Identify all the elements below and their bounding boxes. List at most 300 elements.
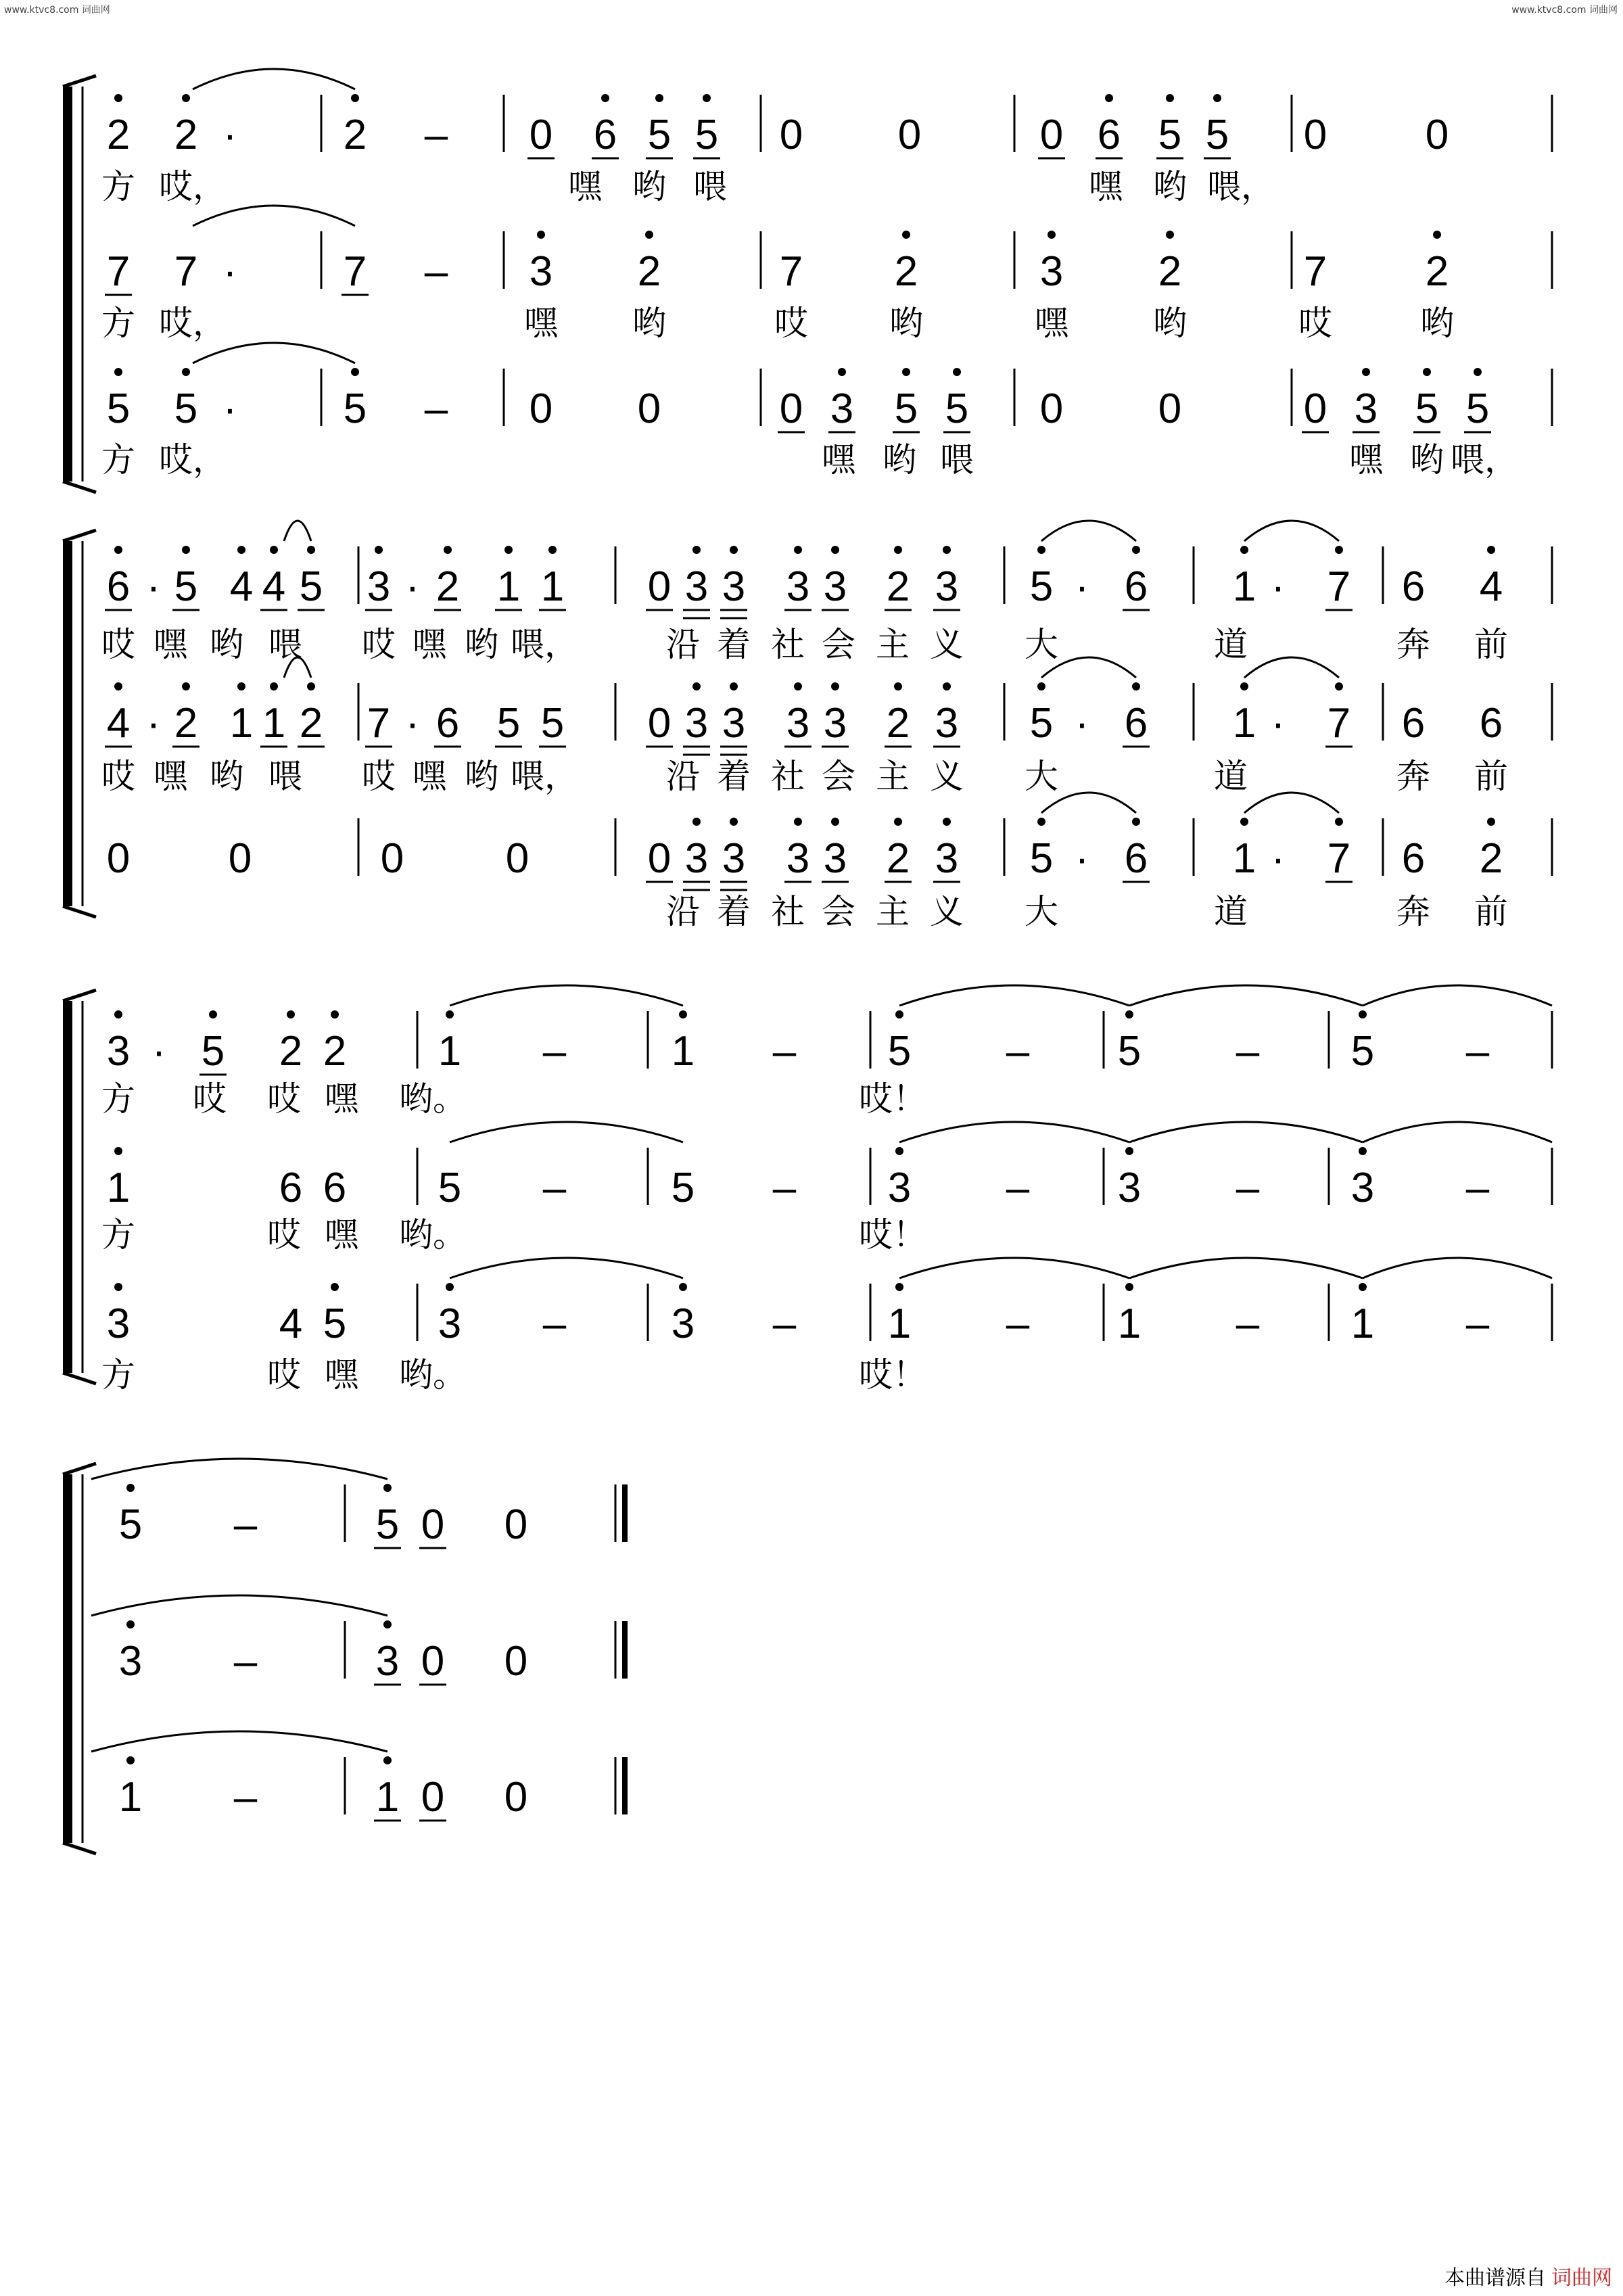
note-digit: 2 bbox=[106, 112, 131, 158]
lyric-syllable: 方 bbox=[101, 1215, 135, 1255]
tie-arc bbox=[1129, 1122, 1363, 1142]
lyric-syllable: 哎！ bbox=[859, 1079, 926, 1119]
note-digit: 5 bbox=[945, 385, 969, 432]
note-digit: 5 bbox=[343, 385, 367, 432]
octave-dot bbox=[270, 546, 278, 554]
note-digit: 5 bbox=[887, 1028, 912, 1075]
lyric-syllable: 义 bbox=[930, 757, 964, 796]
note-digit: 5 bbox=[671, 1165, 695, 1211]
note-digit: 3 bbox=[438, 1301, 462, 1347]
octave-dot bbox=[1132, 546, 1140, 554]
octave-dot bbox=[446, 1010, 454, 1018]
octave-dot bbox=[1037, 682, 1045, 690]
note-digit: 5 bbox=[1158, 112, 1182, 158]
note-digit: 5 bbox=[1350, 1028, 1375, 1075]
octave-dot bbox=[895, 1147, 903, 1155]
tie-arc bbox=[91, 1731, 387, 1752]
lyric-syllable: 嘿 bbox=[822, 440, 855, 479]
note-digit: 0 bbox=[228, 835, 252, 882]
lyric-syllable: 哟 bbox=[465, 757, 498, 796]
dot-mark: · bbox=[1075, 835, 1089, 882]
lyric-syllable: 会 bbox=[822, 757, 855, 796]
octave-dot bbox=[692, 682, 701, 690]
octave-dot bbox=[1335, 818, 1343, 826]
dot-mark: · bbox=[222, 248, 237, 295]
tie-arc bbox=[1129, 1258, 1363, 1278]
note-digit: 3 bbox=[106, 1028, 131, 1075]
note-digit: 3 bbox=[935, 700, 959, 747]
lyric-syllable: 奔 bbox=[1396, 757, 1430, 796]
lyric-syllable: 社 bbox=[771, 892, 805, 931]
lyric-syllable: 喂， bbox=[511, 757, 578, 796]
note-digit: 3 bbox=[1117, 1165, 1142, 1211]
octave-dot bbox=[692, 818, 701, 826]
lyric-syllable: 嘿 bbox=[1089, 167, 1123, 206]
octave-dot bbox=[444, 546, 452, 554]
lyric-syllable: 哎， bbox=[159, 440, 227, 479]
footer-brand-logo: 词曲网 bbox=[1551, 2266, 1612, 2290]
note-digit: 2 bbox=[436, 563, 460, 610]
lyric-syllable: 方 bbox=[101, 1079, 135, 1119]
note-digit: 3 bbox=[684, 700, 709, 747]
octave-dot bbox=[730, 546, 738, 554]
octave-dot bbox=[375, 546, 383, 554]
octave-dot bbox=[114, 368, 122, 376]
note-digit: 2 bbox=[174, 700, 198, 747]
tie-arc bbox=[193, 206, 355, 226]
lyric-syllable: 奔 bbox=[1396, 625, 1430, 664]
octave-dot bbox=[182, 368, 190, 376]
note-digit: 3 bbox=[1354, 385, 1378, 432]
note-digit: 6 bbox=[1401, 700, 1426, 747]
lyric-syllable: 哎 bbox=[267, 1355, 301, 1395]
note-digit: 0 bbox=[529, 112, 553, 158]
octave-dot bbox=[331, 1010, 339, 1018]
lyric-syllable: 大 bbox=[1025, 757, 1058, 796]
octave-dot bbox=[537, 231, 545, 239]
note-digit: 5 bbox=[201, 1028, 225, 1075]
note-digit: 5 bbox=[174, 385, 198, 432]
lyric-syllable: 嘿 bbox=[413, 757, 446, 796]
note-digit: 7 bbox=[106, 248, 131, 295]
tie-arc bbox=[193, 343, 355, 363]
lyric-syllable: 义 bbox=[930, 625, 964, 664]
octave-dot bbox=[1166, 94, 1174, 102]
octave-dot bbox=[1335, 682, 1343, 690]
note-digit: 2 bbox=[894, 248, 918, 295]
lyric-syllable: 大 bbox=[1025, 625, 1058, 664]
lyric-syllable: 嘿 bbox=[154, 757, 187, 796]
dash-mark: – bbox=[542, 1301, 567, 1347]
lyric-syllable: 哎 bbox=[362, 625, 396, 664]
lyric-syllable: 哎 bbox=[1298, 304, 1332, 343]
score-system bbox=[101, 985, 1552, 1395]
octave-dot bbox=[895, 1010, 903, 1018]
octave-dot bbox=[114, 1147, 122, 1155]
octave-dot bbox=[1359, 1010, 1367, 1018]
header-right-watermark: www.ktvc8.com 词曲网 bbox=[1511, 5, 1618, 16]
voice-part bbox=[119, 1756, 625, 1821]
note-digit: 3 bbox=[106, 1301, 131, 1347]
dash-mark: – bbox=[1236, 1028, 1260, 1075]
note-digit: 3 bbox=[823, 835, 847, 882]
tie-arc bbox=[899, 1122, 1129, 1142]
tie-arc bbox=[1041, 521, 1136, 541]
note-digit: 6 bbox=[106, 563, 131, 610]
note-digit: 6 bbox=[1097, 112, 1121, 158]
lyric-syllable: 义 bbox=[930, 892, 964, 931]
lyric-syllable: 嘿 bbox=[524, 304, 558, 343]
lyric-syllable: 方 bbox=[101, 167, 135, 206]
note-digit: 6 bbox=[1401, 835, 1426, 882]
voice-part bbox=[101, 94, 1552, 206]
note-digit: 3 bbox=[118, 1638, 143, 1685]
tie-arc bbox=[899, 985, 1129, 1006]
octave-dot bbox=[182, 682, 190, 690]
tie-arc bbox=[450, 1122, 683, 1142]
note-digit: 6 bbox=[1124, 835, 1148, 882]
lyric-syllable: 着 bbox=[717, 757, 751, 796]
note-digit: 7 bbox=[1303, 248, 1327, 295]
lyric-syllable: 道 bbox=[1214, 757, 1248, 796]
octave-dot bbox=[794, 546, 802, 554]
note-digit: 1 bbox=[229, 700, 254, 747]
note-digit: 0 bbox=[1158, 385, 1182, 432]
note-digit: 0 bbox=[647, 700, 672, 747]
lyric-syllable: 哟 bbox=[1410, 440, 1444, 479]
dot-mark: · bbox=[146, 700, 161, 747]
note-digit: 2 bbox=[1479, 835, 1503, 882]
note-digit: 1 bbox=[887, 1301, 912, 1347]
note-digit: 5 bbox=[1415, 385, 1439, 432]
note-digit: 3 bbox=[1350, 1165, 1375, 1211]
voice-part bbox=[107, 818, 1552, 931]
octave-dot bbox=[270, 682, 278, 690]
lyric-syllable: 喂 bbox=[268, 625, 302, 664]
note-digit: 0 bbox=[505, 835, 530, 882]
dash-mark: – bbox=[1465, 1028, 1490, 1075]
dash-mark: – bbox=[233, 1774, 258, 1821]
note-digit: 1 bbox=[1232, 835, 1256, 882]
lyric-syllable: 方 bbox=[101, 440, 135, 479]
dash-mark: – bbox=[233, 1638, 258, 1685]
note-digit: 2 bbox=[886, 835, 910, 882]
lyric-syllable: 主 bbox=[876, 757, 910, 796]
note-digit: 1 bbox=[106, 1165, 131, 1211]
note-digit: 3 bbox=[887, 1165, 912, 1211]
octave-dot bbox=[182, 94, 190, 102]
lyric-syllable: 前 bbox=[1474, 892, 1508, 931]
lyric-syllable: 哎！ bbox=[859, 1215, 926, 1255]
octave-dot bbox=[307, 546, 315, 554]
dash-mark: – bbox=[233, 1501, 258, 1548]
octave-dot bbox=[1125, 1283, 1133, 1291]
note-digit: 5 bbox=[375, 1501, 400, 1548]
note-digit: 1 bbox=[262, 700, 286, 747]
note-digit: 4 bbox=[279, 1301, 303, 1347]
note-digit: 0 bbox=[637, 385, 661, 432]
tie-arc bbox=[91, 1459, 387, 1479]
dash-mark: – bbox=[772, 1028, 797, 1075]
lyric-syllable: 会 bbox=[822, 892, 855, 931]
tie-arc bbox=[1363, 1258, 1552, 1278]
lyric-syllable: 奔 bbox=[1396, 892, 1430, 931]
tie-arc bbox=[284, 521, 311, 541]
lyric-syllable: 道 bbox=[1214, 892, 1248, 931]
note-digit: 1 bbox=[438, 1028, 462, 1075]
lyric-syllable: 哎 bbox=[101, 625, 135, 664]
octave-dot bbox=[831, 818, 839, 826]
note-digit: 5 bbox=[118, 1501, 143, 1548]
note-digit: 0 bbox=[504, 1774, 528, 1821]
voice-part bbox=[101, 682, 1552, 796]
dot-mark: · bbox=[222, 112, 237, 158]
note-digit: 7 bbox=[1327, 563, 1351, 610]
note-digit: 5 bbox=[894, 385, 918, 432]
tie-arc bbox=[1244, 793, 1339, 813]
lyric-syllable: 前 bbox=[1474, 757, 1508, 796]
note-digit: 5 bbox=[106, 385, 131, 432]
note-digit: 1 bbox=[118, 1774, 143, 1821]
octave-dot bbox=[1433, 231, 1441, 239]
octave-dot bbox=[679, 1010, 687, 1018]
octave-dot bbox=[1359, 1283, 1367, 1291]
octave-dot bbox=[1048, 231, 1056, 239]
note-digit: 1 bbox=[671, 1028, 695, 1075]
octave-dot bbox=[692, 546, 701, 554]
octave-dot bbox=[351, 368, 359, 376]
lyric-syllable: 哟 bbox=[889, 304, 923, 343]
note-digit: 2 bbox=[886, 700, 910, 747]
note-digit: 0 bbox=[897, 112, 922, 158]
octave-dot bbox=[351, 94, 359, 102]
octave-dot bbox=[1474, 368, 1482, 376]
note-digit: 2 bbox=[299, 700, 323, 747]
tie-arc bbox=[193, 69, 355, 89]
note-digit: 6 bbox=[1401, 563, 1426, 610]
note-digit: 3 bbox=[830, 385, 854, 432]
voice-part bbox=[101, 1147, 1552, 1255]
note-digit: 2 bbox=[323, 1028, 347, 1075]
dot-mark: · bbox=[405, 563, 420, 610]
dot-mark: · bbox=[222, 385, 237, 432]
note-digit: 5 bbox=[174, 563, 198, 610]
lyric-syllable: 着 bbox=[717, 625, 751, 664]
note-digit: 3 bbox=[823, 700, 847, 747]
note-digit: 5 bbox=[1465, 385, 1490, 432]
lyric-syllable: 沿 bbox=[666, 625, 700, 664]
octave-dot bbox=[838, 368, 846, 376]
lyric-syllable: 喂 bbox=[693, 167, 727, 206]
octave-dot bbox=[1132, 682, 1140, 690]
tie-arc bbox=[1129, 985, 1363, 1006]
octave-dot bbox=[943, 546, 951, 554]
score-system bbox=[101, 521, 1552, 931]
lyric-syllable: 喂， bbox=[511, 625, 578, 664]
octave-dot bbox=[182, 546, 190, 554]
note-digit: 7 bbox=[174, 248, 198, 295]
octave-dot bbox=[237, 682, 245, 690]
note-digit: 3 bbox=[786, 700, 810, 747]
note-digit: 0 bbox=[1425, 112, 1449, 158]
voice-part bbox=[101, 368, 1552, 479]
note-digit: 1 bbox=[540, 563, 565, 610]
note-digit: 0 bbox=[504, 1638, 528, 1685]
octave-dot bbox=[894, 546, 902, 554]
note-digit: 3 bbox=[529, 248, 553, 295]
voice-part bbox=[101, 1010, 1552, 1119]
octave-dot bbox=[601, 94, 609, 102]
dot-mark: · bbox=[1271, 835, 1286, 882]
octave-dot bbox=[383, 1484, 392, 1492]
octave-dot bbox=[1037, 818, 1045, 826]
dash-mark: – bbox=[1006, 1301, 1030, 1347]
octave-dot bbox=[383, 1756, 392, 1764]
note-digit: 3 bbox=[823, 563, 847, 610]
lyric-syllable: 哟 bbox=[210, 625, 243, 664]
lyric-syllable: 嘿 bbox=[154, 625, 187, 664]
note-digit: 3 bbox=[722, 835, 746, 882]
note-digit: 6 bbox=[436, 700, 460, 747]
note-digit: 6 bbox=[1124, 700, 1148, 747]
dash-mark: – bbox=[424, 248, 448, 295]
octave-dot bbox=[1166, 231, 1174, 239]
note-digit: 5 bbox=[540, 700, 565, 747]
dash-mark: – bbox=[424, 112, 448, 158]
voice-part bbox=[101, 1283, 1552, 1395]
note-digit: 4 bbox=[1479, 563, 1503, 610]
note-digit: 2 bbox=[637, 248, 661, 295]
note-digit: 0 bbox=[1039, 112, 1064, 158]
note-digit: 5 bbox=[496, 700, 521, 747]
lyric-syllable: 喂， bbox=[1207, 167, 1275, 206]
octave-dot bbox=[831, 546, 839, 554]
score-system bbox=[91, 1459, 625, 1821]
lyric-syllable: 道 bbox=[1214, 625, 1248, 664]
lyric-syllable: 嘿 bbox=[325, 1355, 358, 1395]
note-digit: 4 bbox=[262, 563, 286, 610]
note-digit: 5 bbox=[299, 563, 323, 610]
note-digit: 0 bbox=[647, 563, 672, 610]
note-digit: 5 bbox=[323, 1301, 347, 1347]
dash-mark: – bbox=[542, 1028, 567, 1075]
score-system bbox=[101, 69, 1552, 479]
lyric-syllable: 哟 bbox=[210, 757, 243, 796]
lyric-syllable: 方 bbox=[101, 304, 135, 343]
voice-part bbox=[101, 546, 1552, 664]
octave-dot bbox=[504, 546, 513, 554]
octave-dot bbox=[237, 546, 245, 554]
octave-dot bbox=[1240, 682, 1248, 690]
octave-dot bbox=[1423, 368, 1431, 376]
lyric-syllable: 哟 bbox=[632, 167, 666, 206]
note-digit: 3 bbox=[684, 563, 709, 610]
octave-dot bbox=[114, 94, 122, 102]
octave-dot bbox=[895, 1283, 903, 1291]
octave-dot bbox=[1213, 94, 1221, 102]
octave-dot bbox=[894, 682, 902, 690]
lyric-syllable: 大 bbox=[1025, 892, 1058, 931]
lyric-syllable: 哟 bbox=[1153, 167, 1187, 206]
octave-dot bbox=[114, 1010, 122, 1018]
note-digit: 7 bbox=[343, 248, 367, 295]
dash-mark: – bbox=[424, 385, 448, 432]
note-digit: 0 bbox=[421, 1501, 445, 1548]
dash-mark: – bbox=[1236, 1165, 1260, 1211]
note-digit: 3 bbox=[375, 1638, 400, 1685]
note-digit: 0 bbox=[504, 1501, 528, 1548]
note-digit: 3 bbox=[786, 835, 810, 882]
octave-dot bbox=[794, 818, 802, 826]
voice-part bbox=[119, 1484, 625, 1548]
lyric-syllable: 喂 bbox=[268, 757, 302, 796]
note-digit: 6 bbox=[1479, 700, 1503, 747]
octave-dot bbox=[383, 1620, 392, 1629]
lyric-syllable: 社 bbox=[771, 757, 805, 796]
note-digit: 0 bbox=[380, 835, 404, 882]
octave-dot bbox=[1487, 546, 1495, 554]
lyric-syllable: 哎 bbox=[267, 1215, 301, 1255]
octave-dot bbox=[902, 231, 910, 239]
octave-dot bbox=[126, 1484, 135, 1492]
lyric-syllable: 嘿 bbox=[325, 1079, 358, 1119]
voice-part bbox=[101, 231, 1552, 343]
note-digit: 0 bbox=[779, 112, 803, 158]
octave-dot bbox=[114, 1283, 122, 1291]
note-digit: 7 bbox=[367, 700, 391, 747]
lyric-syllable: 会 bbox=[822, 625, 855, 664]
octave-dot bbox=[1362, 368, 1370, 376]
dot-mark: · bbox=[146, 563, 161, 610]
note-digit: 0 bbox=[106, 835, 131, 882]
note-digit: 6 bbox=[1124, 563, 1148, 610]
octave-dot bbox=[114, 682, 122, 690]
octave-dot bbox=[446, 1283, 454, 1291]
note-digit: 0 bbox=[1039, 385, 1064, 432]
note-digit: 6 bbox=[323, 1165, 347, 1211]
lyric-syllable: 嘿 bbox=[1035, 304, 1068, 343]
lyric-syllable: 哎 bbox=[362, 757, 396, 796]
tie-arc bbox=[1363, 1122, 1552, 1142]
octave-dot bbox=[645, 231, 653, 239]
tie-arc bbox=[1244, 657, 1339, 678]
note-digit: 7 bbox=[1327, 700, 1351, 747]
lyric-syllable: 哎， bbox=[159, 304, 227, 343]
octave-dot bbox=[1335, 546, 1343, 554]
note-digit: 3 bbox=[1039, 248, 1064, 295]
note-digit: 4 bbox=[106, 700, 131, 747]
octave-dot bbox=[1132, 818, 1140, 826]
note-digit: 3 bbox=[684, 835, 709, 882]
lyric-syllable: 嘿 bbox=[1349, 440, 1383, 479]
octave-dot bbox=[730, 818, 738, 826]
octave-dot bbox=[331, 1283, 339, 1291]
octave-dot bbox=[1487, 818, 1495, 826]
note-digit: 5 bbox=[695, 112, 719, 158]
lyric-syllable: 哟。 bbox=[399, 1355, 467, 1395]
note-digit: 3 bbox=[786, 563, 810, 610]
lyric-syllable: 前 bbox=[1474, 625, 1508, 664]
note-digit: 3 bbox=[935, 563, 959, 610]
dash-mark: – bbox=[772, 1165, 797, 1211]
lyric-syllable: 嘿 bbox=[568, 167, 602, 206]
lyric-syllable: 哟 bbox=[632, 304, 666, 343]
note-digit: 1 bbox=[1232, 700, 1256, 747]
note-digit: 6 bbox=[593, 112, 617, 158]
voice-part bbox=[119, 1620, 625, 1685]
tie-arc bbox=[450, 1258, 683, 1278]
header-left-watermark: www.ktvc8.com 词曲网 bbox=[4, 5, 110, 16]
